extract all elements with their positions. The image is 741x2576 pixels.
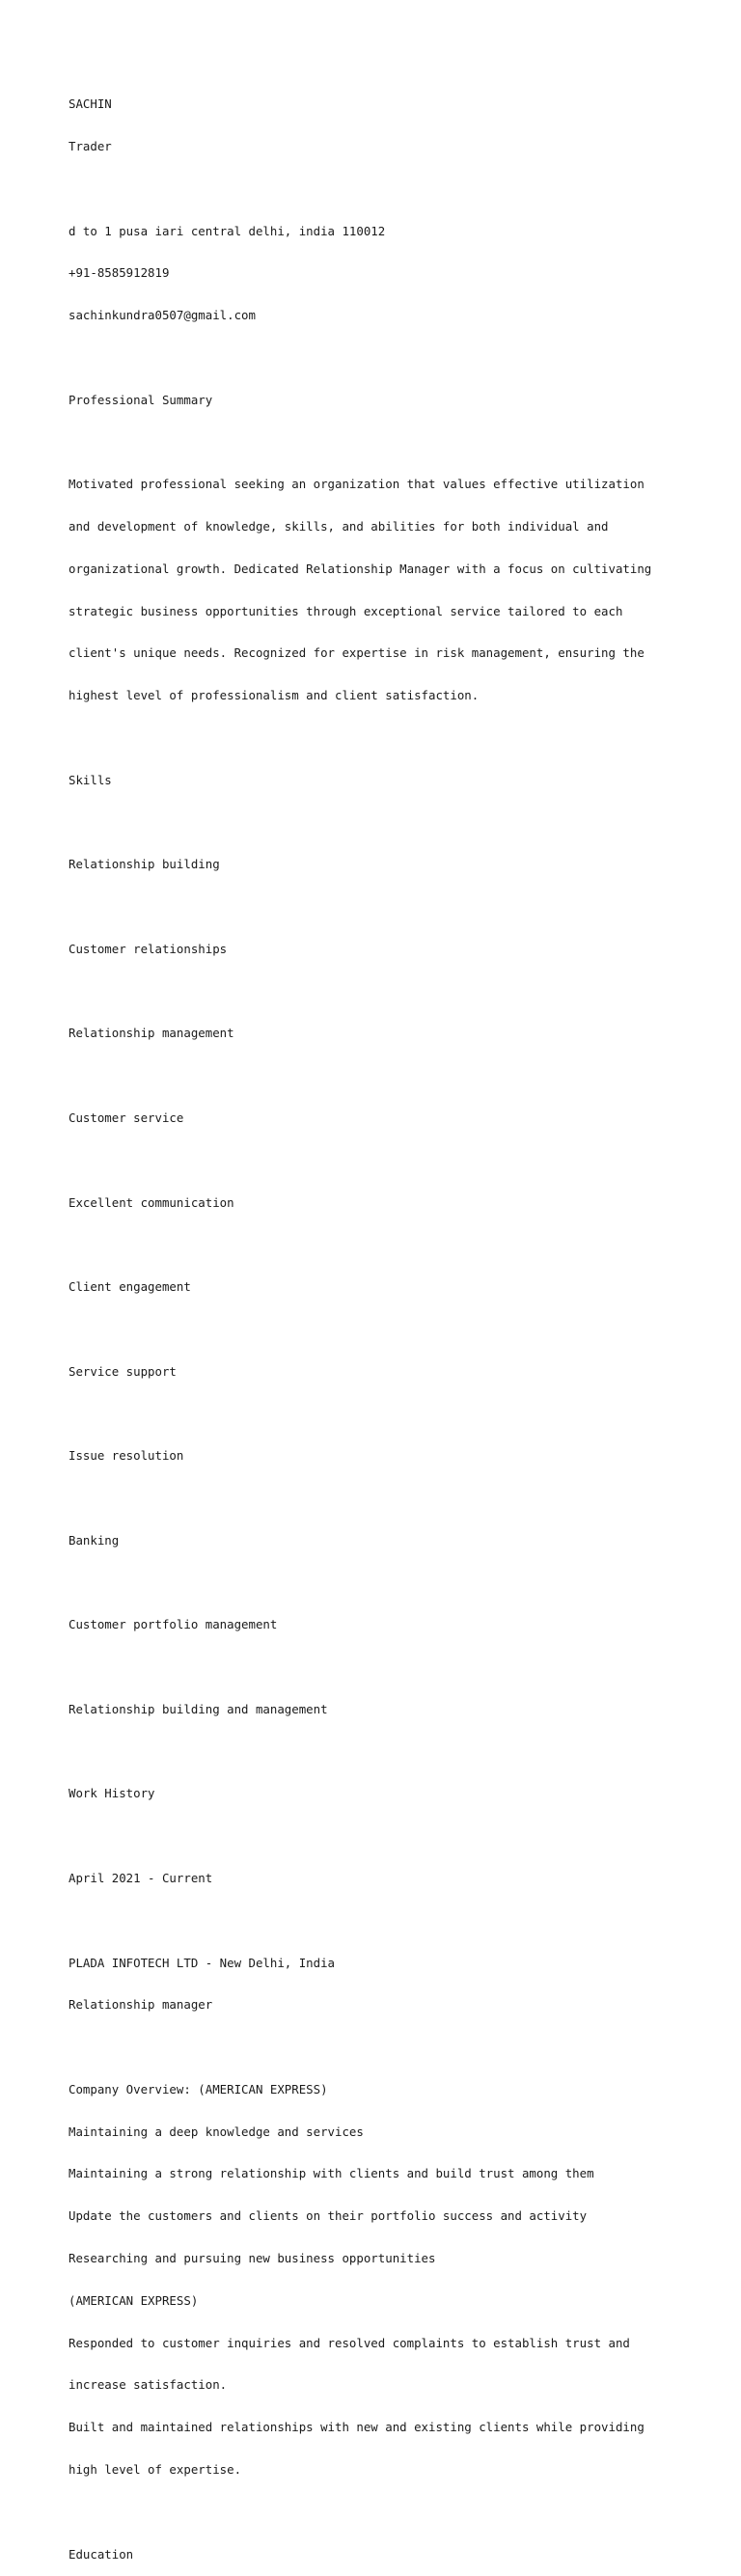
work-detail-line: Researching and pursuing new business opportunities (69, 2251, 436, 2266)
skill-item: Customer portfolio management (69, 1617, 278, 1632)
spacer (69, 1238, 686, 1252)
work-detail-line: Maintaining a deep knowledge and services (69, 2124, 364, 2139)
contact-email: sachinkundra0507@gmail.com (69, 308, 256, 323)
spacer (69, 985, 686, 1000)
contact-phone: +91-8585912819 (69, 265, 170, 281)
spacer (69, 1492, 686, 1506)
skill-item: Relationship management (69, 1026, 234, 1041)
work-detail-line: Company Overview: (AMERICAN EXPRESS) (69, 2081, 328, 2096)
skill-item: Service support (69, 1363, 177, 1379)
summary-line: Motivated professional seeking an organization that values effective utilization (69, 477, 645, 492)
work-detail-line: Update the customers and clients on their portfolio success and activity (69, 2208, 588, 2224)
spacer (69, 2041, 686, 2055)
spacer (69, 731, 686, 746)
spacer (69, 1745, 686, 1760)
spacer (69, 1407, 686, 1421)
skill-item: Banking (69, 1532, 120, 1548)
work-detail-line: high level of expertise. (69, 2461, 242, 2477)
skills-heading: Skills (69, 772, 112, 787)
work-role: Relationship manager (69, 1997, 213, 2013)
skill-item: Client engagement (69, 1279, 191, 1295)
spacer (69, 1914, 686, 1929)
skill-item: Excellent communication (69, 1194, 234, 1210)
education-heading: Education (69, 2546, 134, 2562)
spacer (69, 1576, 686, 1591)
summary-line: strategic business opportunities through exceptional service tailored to each (69, 603, 623, 618)
skill-item: Relationship building (69, 857, 220, 872)
summary-line: and development of knowledge, skills, and abilities for both individual and (69, 519, 609, 534)
spacer (69, 1660, 686, 1675)
spacer (69, 1829, 686, 1844)
contact-address: d to 1 pusa iari central delhi, india 110012 (69, 223, 386, 238)
work-company: PLADA INFOTECH LTD - New Delhi, India (69, 1955, 336, 1970)
candidate-name: SACHIN (69, 96, 112, 112)
spacer (69, 2506, 686, 2520)
summary-line: highest level of professionalism and client satisfaction. (69, 688, 480, 703)
work-detail-line: (AMERICAN EXPRESS) (69, 2292, 199, 2308)
resume-document (69, 69, 686, 2576)
spacer (69, 900, 686, 915)
candidate-title: Trader (69, 138, 112, 153)
work-detail-line: Maintaining a strong relationship with clients and build trust among them (69, 2166, 594, 2181)
spacer (69, 1069, 686, 1083)
skill-item: Relationship building and management (69, 1701, 328, 1716)
work-heading: Work History (69, 1786, 155, 1801)
skill-item: Issue resolution (69, 1448, 184, 1464)
work-detail-line: increase satisfaction. (69, 2377, 228, 2393)
summary-line: organizational growth. Dedicated Relationship Manager with a focus on cultivating (69, 561, 652, 576)
summary-heading: Professional Summary (69, 392, 213, 407)
work-period: April 2021 - Current (69, 1871, 213, 1885)
spacer (69, 182, 686, 197)
spacer (69, 1323, 686, 1337)
skill-item: Customer relationships (69, 941, 228, 956)
spacer (69, 815, 686, 830)
spacer (69, 435, 686, 450)
skill-item: Customer service (69, 1110, 184, 1125)
work-detail-line: Responded to customer inquiries and resolved complaints to establish trust and (69, 2335, 630, 2350)
spacer (69, 351, 686, 366)
spacer (69, 1154, 686, 1168)
work-detail-line: Built and maintained relationships with new and existing clients while providing (69, 2420, 645, 2435)
summary-line: client's unique needs. Recognized for expertise in risk management, ensuring the (69, 645, 645, 661)
